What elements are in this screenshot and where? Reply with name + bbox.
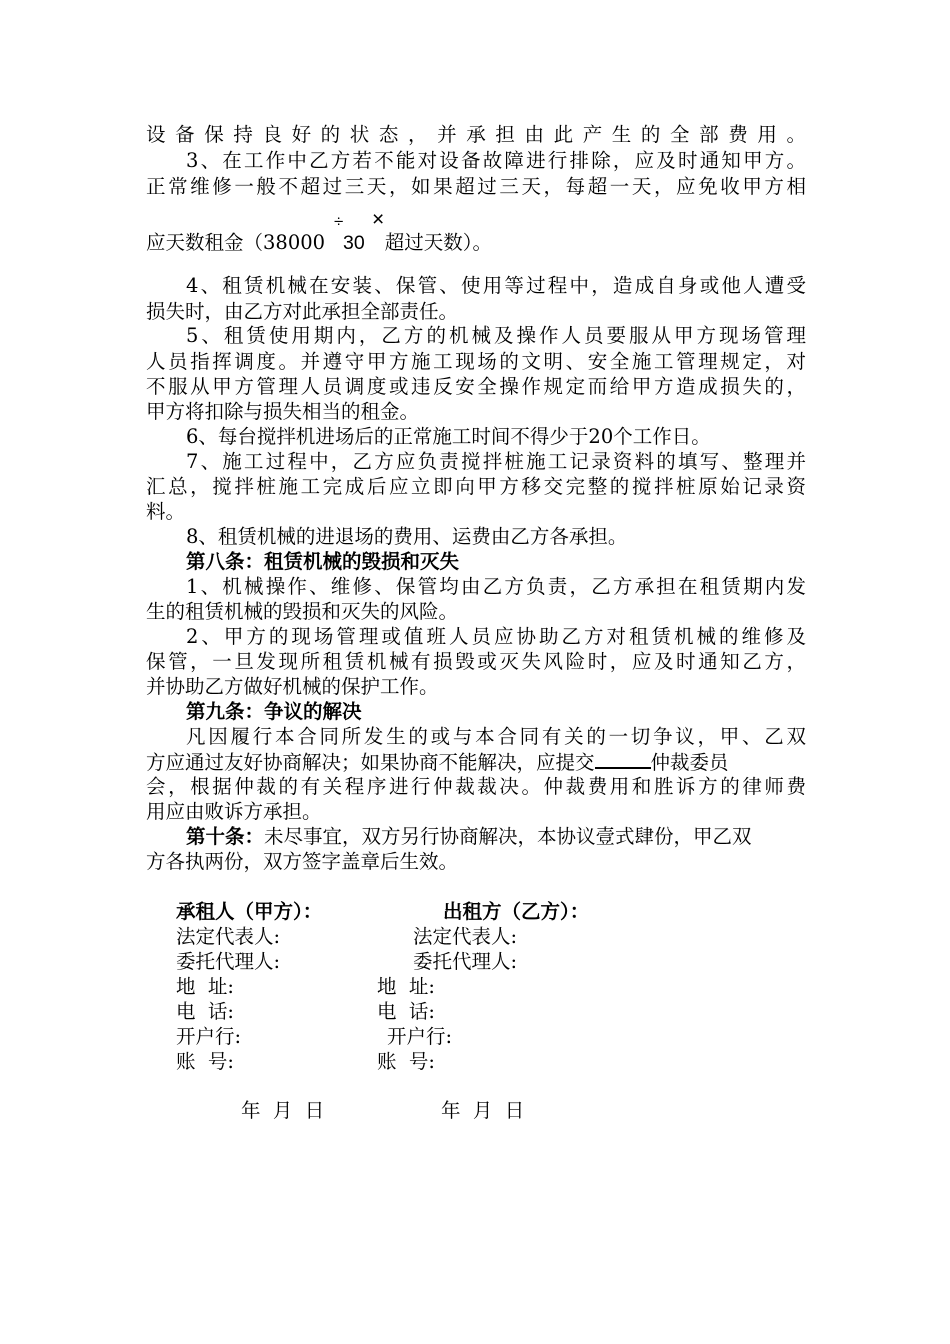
party-b-label: 出租方（乙方）： xyxy=(443,900,590,923)
sign-field-label: 委托代理人: xyxy=(413,950,518,973)
date-right: 年 月 日 xyxy=(441,1099,525,1122)
sign-field-label: 委托代理人: xyxy=(176,950,281,973)
clause-7-3: 3、在工作中乙方若不能对设备故障进行排除，应及时通知甲方。 xyxy=(186,149,806,172)
body-line: 并协助乙方做好机械的保护工作。 xyxy=(146,675,439,698)
article-9-body: 凡因履行本合同所发生的或与本合同有关的一切争议，甲、乙双 xyxy=(186,725,806,748)
body-line: 正常维修一般不超过三天，如果超过三天，每超一天，应免收甲方相 xyxy=(146,175,806,198)
body-line: 汇总，搅拌桩施工完成后应立即向甲方移交完整的搅拌桩原始记录资 xyxy=(146,475,806,498)
body-line: 甲方将扣除与损失相当的租金。 xyxy=(146,400,420,423)
multiply-symbol: × xyxy=(372,208,385,231)
sign-field-label: 账 号: xyxy=(176,1050,234,1073)
arbitration-blank xyxy=(595,749,651,769)
body-line: 料。 xyxy=(146,500,186,523)
sign-field-label: 法定代表人: xyxy=(176,925,281,948)
clause-7-7: 7、施工过程中，乙方应负责搅拌桩施工记录资料的填写、整理并 xyxy=(186,450,806,473)
body-line: 设备保持良好的状态，并承担由此产生的全部费用。 xyxy=(146,123,806,146)
sign-field-label: 电 话: xyxy=(176,1000,234,1023)
body-line: 会，根据仲裁的有关程序进行仲裁裁决。仲裁费用和胜诉方的律师费 xyxy=(146,775,806,798)
clause-7-5: 5、租赁使用期内，乙方的机械及操作人员要服从甲方现场管理 xyxy=(186,324,806,347)
party-a-label: 承租人（甲方）： xyxy=(176,900,323,923)
body-line: 保管，一旦发现所租赁机械有损毁或灭失风险时，应及时通知乙方， xyxy=(146,650,806,673)
clause-8-1: 1、机械操作、维修、保管均由乙方负责，乙方承担在租赁期内发 xyxy=(186,575,806,598)
sign-field-label: 法定代表人: xyxy=(413,925,518,948)
article-10-heading: 第十条： xyxy=(186,825,265,848)
date-left: 年 月 日 xyxy=(241,1099,325,1122)
article-10: 第十条：未尽事宜，双方另行协商解决，本协议壹式肆份，甲乙双 xyxy=(186,825,752,848)
sign-field-label: 账 号: xyxy=(377,1050,435,1073)
article-9-heading: 第九条：争议的解决 xyxy=(186,700,362,723)
body-line: 方各执两份，双方签字盖章后生效。 xyxy=(146,850,459,873)
body-line: 生的租赁机械的毁损和灭失的风险。 xyxy=(146,600,459,623)
body-line: 损失时，由乙方对此承担全部责任。 xyxy=(146,300,459,323)
article-8-heading: 第八条：租赁机械的毁损和灭失 xyxy=(186,550,460,573)
body-line: 不服从甲方管理人员调度或违反安全操作规定而给甲方造成损失的， xyxy=(146,375,806,398)
sign-field-label: 地 址: xyxy=(176,975,234,998)
clause-7-4: 4、租赁机械在安装、保管、使用等过程中，造成自身或他人遭受 xyxy=(186,274,806,297)
sign-field-label: 开户行: xyxy=(176,1025,242,1048)
sign-field-label: 电 话: xyxy=(377,1000,435,1023)
formula-line: 应天数租金（38000 30 超过天数）。 xyxy=(146,231,493,254)
sign-field-label: 开户行: xyxy=(387,1025,453,1048)
clause-8-2: 2、甲方的现场管理或值班人员应协助乙方对租赁机械的维修及 xyxy=(186,625,806,648)
clause-7-6: 6、每台搅拌机进场后的正常施工时间不得少于20个工作日。 xyxy=(186,425,711,448)
sign-field-label: 地 址: xyxy=(377,975,435,998)
body-line: 用应由败诉方承担。 xyxy=(146,800,322,823)
arbitration-line: 方应通过友好协商解决；如果协商不能解决，应提交 仲裁委员 xyxy=(146,751,729,774)
body-line: 人员指挥调度。并遵守甲方施工现场的文明、安全施工管理规定，对 xyxy=(146,350,806,373)
clause-7-8: 8、租赁机械的进退场的费用、运费由乙方各承担。 xyxy=(186,525,628,548)
divide-symbol: ÷ xyxy=(334,212,344,231)
